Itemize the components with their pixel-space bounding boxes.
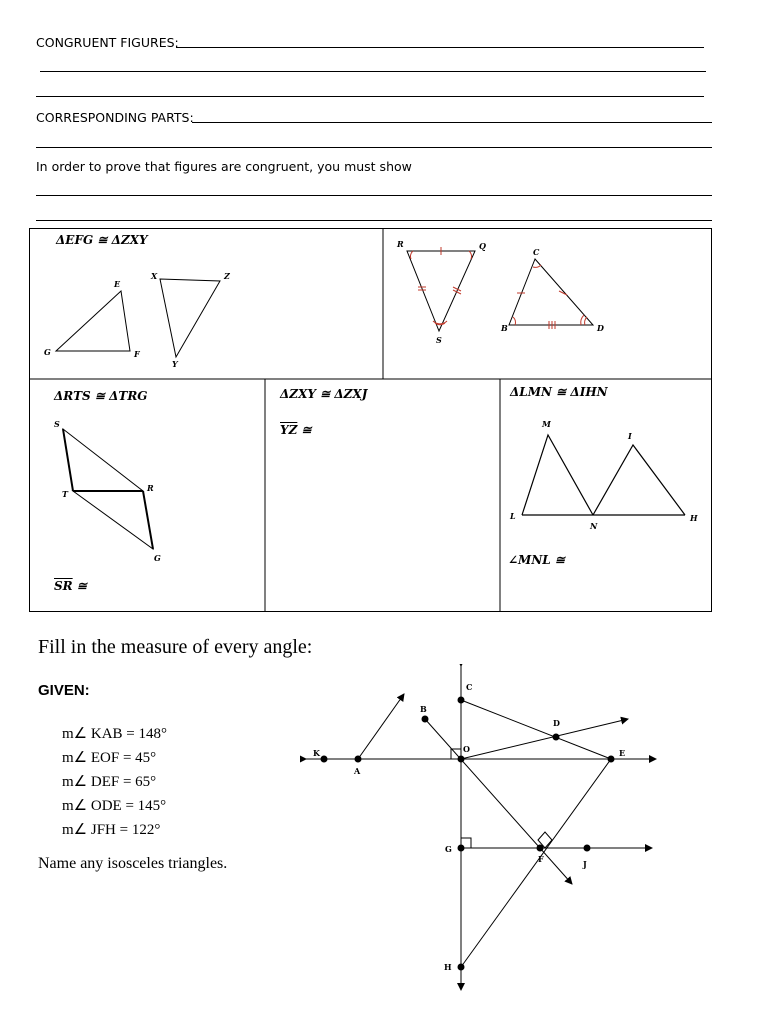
given-item: m∠ DEF = 65° [62, 774, 157, 790]
point-label: H [444, 962, 452, 972]
given-item: m∠ JFH = 122° [62, 822, 161, 838]
isosceles-prompt: Name any isosceles triangles. [38, 855, 228, 872]
point-label: D [553, 718, 560, 728]
answer-line-6[interactable] [36, 195, 712, 196]
point-label: R [397, 239, 404, 249]
cell3-congruence-statement: ΔRTS ≅ ΔTRG [54, 389, 148, 403]
point-label: G [154, 553, 161, 563]
point-label: N [590, 521, 598, 531]
triangle-rts [63, 429, 143, 491]
triangle-ihn [593, 445, 685, 515]
point-label: F [538, 854, 544, 864]
point-label: Z [224, 271, 230, 281]
triangle-rqs [407, 251, 475, 331]
given-label: GIVEN: [38, 682, 90, 699]
given-list [62, 722, 167, 842]
point-label: Y [172, 359, 178, 369]
ray-od [461, 719, 628, 759]
point-label: C [533, 247, 540, 257]
point-label: C [466, 682, 473, 692]
point-label: T [62, 489, 68, 499]
cell1-congruence-statement: ΔEFG ≅ ΔZXY [56, 233, 148, 247]
point-label: M [542, 419, 551, 429]
angles-title: Fill in the measure of every angle: [38, 636, 313, 658]
cell2-triangles [383, 229, 711, 379]
triangle-zxy [160, 279, 220, 357]
point-label: E [619, 748, 626, 758]
answer-line-3[interactable] [36, 96, 704, 97]
point-label: I [628, 431, 632, 441]
cell1-triangles [30, 229, 383, 379]
answer-line-2[interactable] [40, 71, 706, 72]
answer-line-5[interactable] [36, 147, 712, 148]
segment-yz: $\overline{YZ}$ [280, 423, 298, 437]
point-label: Q [479, 241, 486, 251]
corresponding-parts-label: CORRESPONDING PARTS: [36, 110, 194, 125]
point-label: O [463, 744, 470, 754]
answer-line-4[interactable] [192, 122, 712, 123]
point-label: B [420, 704, 427, 714]
ray-ab [358, 694, 404, 759]
cell5-congruence-statement: ΔLMN ≅ ΔIHN [510, 385, 608, 399]
triangle-efg [56, 291, 130, 351]
figure-grid [29, 228, 712, 612]
point-label: S [436, 335, 442, 345]
point-label: S [54, 419, 60, 429]
answer-line-7[interactable] [36, 220, 712, 221]
line-eh [461, 759, 611, 967]
congruent-figures-label: CONGRUENT FIGURES: [36, 35, 179, 50]
point-label: J [583, 859, 587, 869]
triangle-lmn [522, 435, 593, 515]
point-label: B [501, 323, 508, 333]
point-label: E [114, 279, 121, 289]
angle-diagram [300, 664, 680, 1004]
cell3-question: $\overline{SR}$ ≅ [54, 579, 87, 593]
cell5-question: ∠MNL ≅ [508, 553, 565, 567]
point-label: G [445, 844, 452, 854]
given-item: m∠ KAB = 148° [62, 726, 167, 742]
point-label: D [597, 323, 604, 333]
point-label: G [44, 347, 51, 357]
given-item: m∠ EOF = 45° [62, 750, 157, 766]
given-item: m∠ ODE = 145° [62, 798, 167, 814]
cong-symbol: ≅ [297, 423, 312, 437]
triangle-trg [73, 491, 153, 549]
cell5-triangles [500, 379, 711, 611]
triangle-cbd [509, 259, 593, 325]
point-label: X [151, 271, 158, 281]
line-bf [425, 719, 572, 884]
point-label: R [147, 483, 154, 493]
point-label: H [690, 513, 698, 523]
point-label: K [313, 748, 320, 758]
segment-sr: $\overline{SR}$ [54, 579, 73, 593]
cell3-triangles [30, 379, 265, 611]
point-label: L [510, 511, 516, 521]
point-label: F [134, 349, 140, 359]
prove-sentence: In order to prove that figures are congruent, you must show [36, 159, 412, 174]
point-label: A [354, 766, 361, 776]
cell4-congruence-statement: ΔZXY ≅ ΔZXJ [280, 387, 368, 401]
line-ce [461, 700, 611, 759]
cell4-question [280, 423, 312, 437]
answer-line-1[interactable] [176, 47, 704, 48]
